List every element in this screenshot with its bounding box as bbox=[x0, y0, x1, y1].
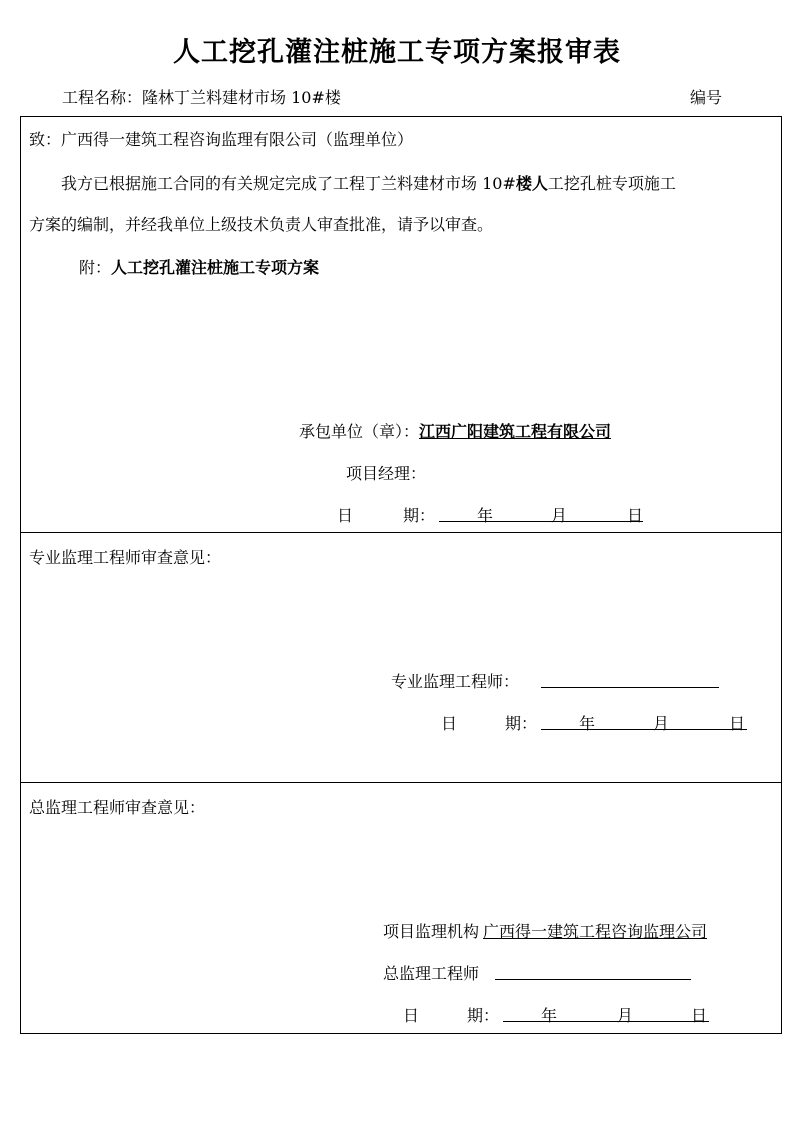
date-qi: 期： bbox=[403, 506, 436, 525]
date-month: 月 bbox=[551, 506, 568, 525]
chief-engineer-label: 总监理工程师 bbox=[383, 964, 480, 983]
attachment-label: 附： bbox=[79, 258, 112, 277]
submission-text-line2: 方案的编制，并经我单位上级技术负责人审查批准，请予以审查。 bbox=[29, 215, 494, 234]
date-year: 年 bbox=[541, 1006, 558, 1025]
project-manager-label: 项目经理： bbox=[346, 464, 427, 483]
attachment-line bbox=[79, 255, 319, 278]
date-underline bbox=[439, 521, 643, 522]
date-day: 日 bbox=[691, 1006, 708, 1025]
chief-review-heading: 总监理工程师审查意见： bbox=[29, 798, 206, 817]
engineer-signature-line bbox=[541, 687, 719, 688]
supervision-org-name: 广西得一建筑工程咨询监理公司 bbox=[483, 922, 708, 941]
number-label: 编号 bbox=[690, 88, 723, 107]
date-underline bbox=[541, 729, 747, 730]
date-day: 日 bbox=[627, 506, 644, 525]
date-month: 月 bbox=[653, 714, 670, 733]
supervision-org-line bbox=[383, 919, 707, 942]
date-ri: 日 bbox=[337, 506, 354, 525]
chief-signature-line bbox=[495, 979, 691, 980]
date-year: 年 bbox=[579, 714, 596, 733]
project-name: 隆林丁兰料建材市场 10#楼 bbox=[142, 88, 341, 107]
date-day: 日 bbox=[729, 714, 746, 733]
date-qi: 期： bbox=[467, 1006, 500, 1025]
contractor-label: 承包单位（章）： bbox=[299, 422, 420, 441]
contractor-name: 江西广阳建筑工程有限公司 bbox=[419, 422, 612, 441]
body-text-a: 我方已根据施工合同的有关规定完成了工程丁兰料建材市场 10# bbox=[61, 174, 516, 193]
addressee-line: 致：广西得一建筑工程咨询监理有限公司（监理单位） bbox=[29, 130, 414, 149]
project-label: 工程名称： bbox=[62, 88, 143, 107]
chief-review-section bbox=[20, 782, 782, 1034]
date-month: 月 bbox=[617, 1006, 634, 1025]
date-ri: 日 bbox=[441, 714, 458, 733]
date-qi: 期： bbox=[505, 714, 538, 733]
body-text-b: 楼人 bbox=[515, 174, 548, 193]
contractor-line bbox=[299, 419, 611, 442]
date-ri: 日 bbox=[403, 1006, 420, 1025]
project-name-row bbox=[62, 85, 341, 108]
specialist-engineer-label: 专业监理工程师： bbox=[391, 672, 520, 691]
date-underline bbox=[503, 1021, 709, 1022]
body-text-c: 工挖孔桩专项施工 bbox=[547, 174, 676, 193]
specialist-review-section bbox=[20, 532, 782, 783]
date-year: 年 bbox=[477, 506, 494, 525]
submission-section bbox=[20, 116, 782, 533]
supervision-org-label: 项目监理机构 bbox=[383, 922, 480, 941]
submission-text-line1 bbox=[61, 171, 676, 194]
specialist-review-heading: 专业监理工程师审查意见： bbox=[29, 548, 222, 567]
form-title: 人工挖孔灌注桩施工专项方案报审表 bbox=[173, 37, 621, 68]
attachment-title: 人工挖孔灌注桩施工专项方案 bbox=[111, 258, 320, 277]
